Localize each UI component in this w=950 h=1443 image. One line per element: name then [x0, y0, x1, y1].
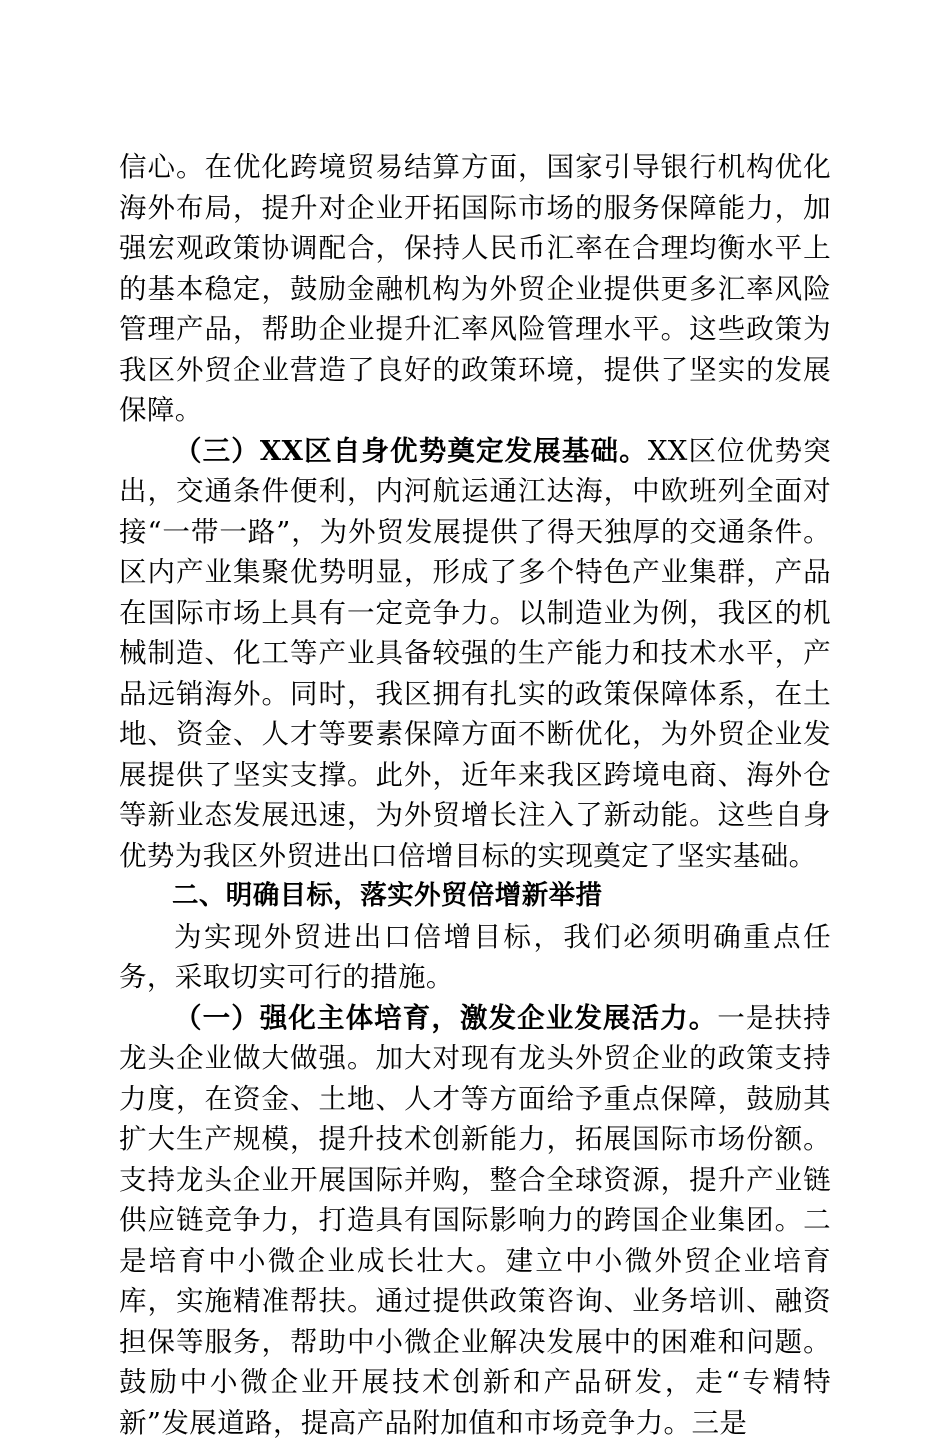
paragraph-enterprise-cultivation	[119, 998, 831, 1443]
paragraph-text: 为实现外贸进出口倍增目标，我们必须明确重点任务，采取切实可行的措施。	[119, 921, 831, 994]
paragraph-intro-measures	[119, 917, 831, 998]
paragraph-text: 一是扶持龙头企业做大做强。加大对现有龙头外贸企业的政策支持力度，在资金、土地、人才等方面给予重点保障，鼓励其扩大生产规模，提升技术创新能力，拓展国际市场份额。支持龙头企业开展国际并购，整合全球资源，提升产业链供应链竞争力，打造具有国际影响力的跨国企业集团。二是培育中小微企业成长壮大。建立中小微外贸企业培育库，实施精准帮扶。通过提供政策咨询、业务培训、融资担保等服务，帮助中小微企业解决发展中的困难和问题。鼓励中小微企业开展技术创新和产品研发，走“专精特新”发展道路，提高产品附加值和市场竞争力。三是	[119, 1002, 831, 1439]
section-heading-two: 二、明确目标，落实外贸倍增新举措	[119, 876, 831, 917]
paragraph-policy-environment	[119, 147, 831, 431]
document-body	[119, 147, 831, 1443]
paragraph-text: XX区位优势突出，交通条件便利，内河航运通江达海，中欧班列全面对接“一带一路”，为外贸发展提供了得天独厚的交通条件。区内产业集聚优势明显，形成了多个特色产业集群，产品在国际市场上具有一定竞争力。以制造业为例，我区的机械制造、化工等产业具备较强的生产能力和技术水平，产品远销海外。同时，我区拥有扎实的政策保障体系，在土地、资金、人才等要素保障方面不断优化，为外贸企业发展提供了坚实支撑。此外，近年来我区跨境电商、海外仓等新业态发展迅速，为外贸增长注入了新动能。这些自身优势为我区外贸进出口倍增目标的实现奠定了坚实基础。	[119, 435, 831, 872]
section-lead-one: （一）强化主体培育，激发企业发展活力。	[174, 1002, 717, 1034]
paragraph-text: 信心。在优化跨境贸易结算方面，国家引导银行机构优化海外布局，提升对企业开拓国际市场的服务保障能力，加强宏观政策协调配合，保持人民币汇率在合理均衡水平上的基本稳定，鼓励金融机构为外贸企业提供更多汇率风险管理产品，帮助企业提升汇率风险管理水平。这些政策为我区外贸企业营造了良好的政策环境，提供了坚实的发展保障。	[119, 151, 831, 426]
section-lead-three: （三）XX区自身优势奠定发展基础。	[174, 435, 648, 467]
paragraph-district-advantages	[119, 431, 831, 877]
